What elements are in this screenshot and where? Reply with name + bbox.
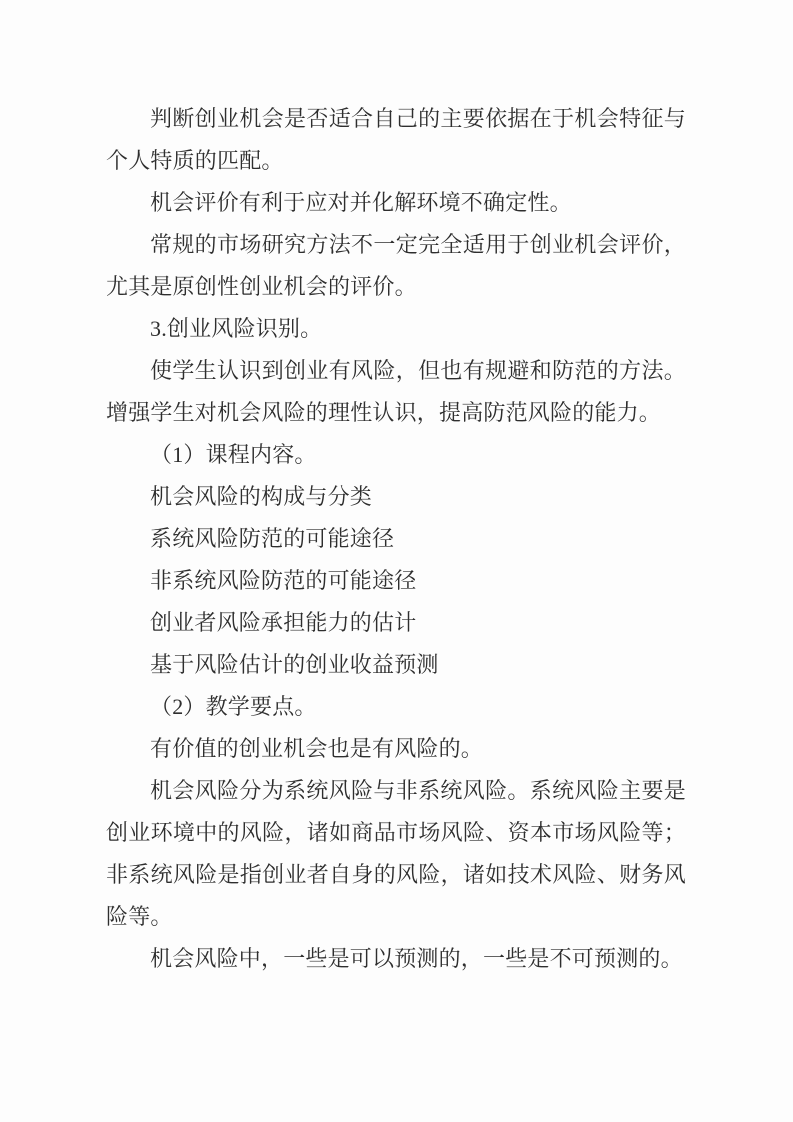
paragraph: 机会评价有利于应对并化解环境不确定性。 [150, 190, 572, 215]
paragraph: 常规的市场研究方法不一定完全适用于创业机会评价，尤其是原创性创业机会的评价。 [106, 232, 686, 299]
paragraph: 机会风险的构成与分类 [150, 484, 373, 509]
paragraph: 系统风险防范的可能途径 [150, 526, 395, 551]
document-body [106, 98, 686, 980]
paragraph: 机会风险中，一些是可以预测的，一些是不可预测的。 [150, 946, 683, 971]
paragraph: 基于风险估计的创业收益预测 [150, 652, 439, 677]
paragraph: （2）教学要点。 [150, 694, 317, 719]
paragraph: （1）课程内容。 [150, 442, 317, 467]
paragraph: 判断创业机会是否适合自己的主要依据在于机会特征与个人特质的匹配。 [106, 106, 686, 173]
paragraph: 非系统风险防范的可能途径 [150, 568, 417, 593]
paragraph: 使学生认识到创业有风险，但也有规避和防范的方法。增强学生对机会风险的理性认识，提高防范风险的能力。 [106, 358, 686, 425]
paragraph: 机会风险分为系统风险与非系统风险。系统风险主要是创业环境中的风险，诸如商品市场风险、资本市场风险等；非系统风险是指创业者自身的风险，诸如技术风险、财务风险等。 [106, 778, 686, 929]
paragraph: 3.创业风险识别。 [150, 316, 323, 341]
paragraph: 有价值的创业机会也是有风险的。 [150, 736, 484, 761]
paragraph: 创业者风险承担能力的估计 [150, 610, 417, 635]
